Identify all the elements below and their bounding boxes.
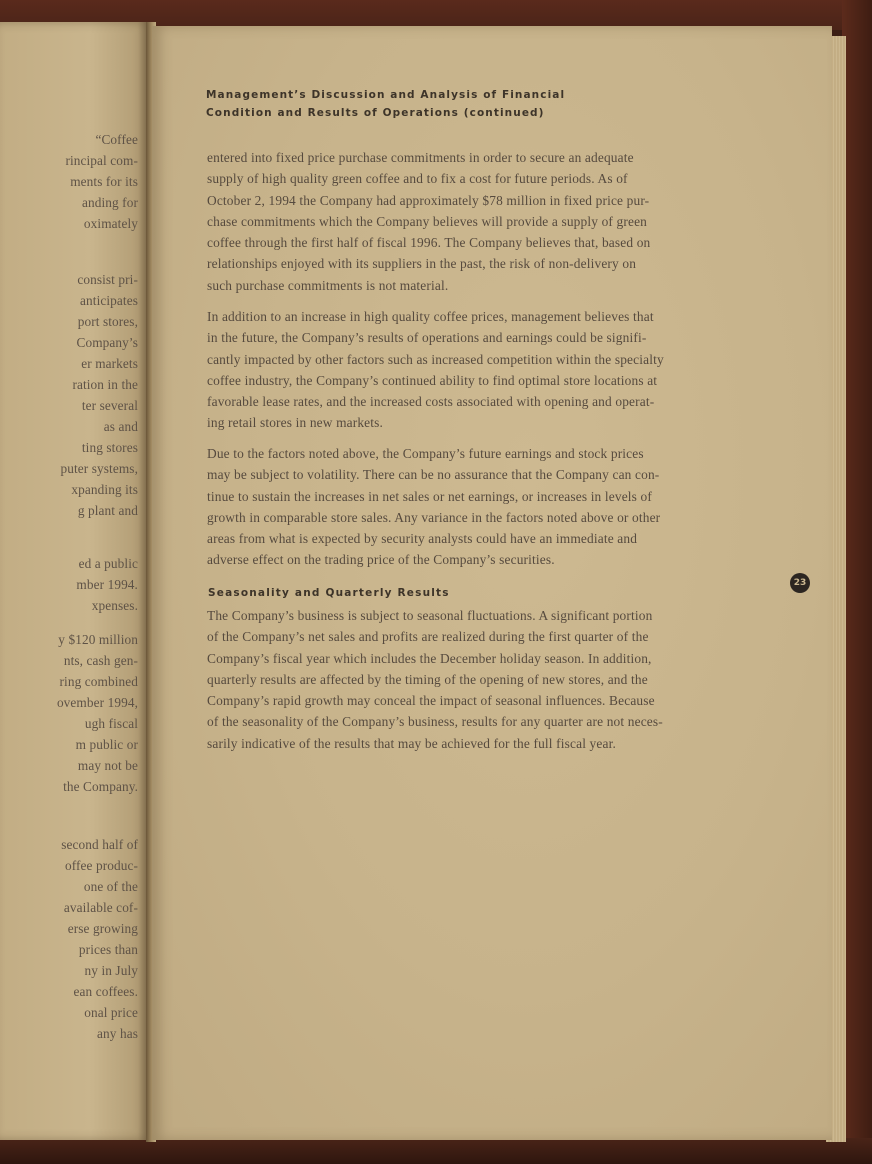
- left-page-text-fragment: m public or: [75, 737, 138, 752]
- left-page-text-fragment: the Company.: [63, 779, 138, 794]
- text-line: tinue to sustain the increases in net sales or net earnings, or increases in levels of: [207, 488, 652, 504]
- left-page-text-fragment: ments for its: [70, 174, 138, 189]
- left-page-text-fragment: offee produc-: [64, 858, 138, 873]
- text-line: chase commitments which the Company believes will provide a supply of green: [207, 213, 648, 229]
- section-heading-seasonality: Seasonality and Quarterly Results: [208, 587, 450, 599]
- text-line: of the seasonality of the Company’s business, results for any quarter are not neces-: [207, 714, 663, 730]
- left-page-text-fragment: puter systems,: [60, 461, 138, 476]
- left-page-text-fragment: as and: [103, 419, 138, 434]
- left-page-text-fragment: consist pri-: [77, 272, 138, 287]
- left-page-text-fragment: ring combined: [59, 674, 138, 689]
- text-line: entered into fixed price purchase commitments in order to secure an adequate: [207, 150, 634, 165]
- left-page-text-fragment: ny in July: [84, 963, 138, 978]
- text-line: Due to the factors noted above, the Company’s future earnings and stock prices: [207, 446, 644, 461]
- left-page-text-fragment: second half of: [61, 837, 138, 852]
- left-page-text-fragment: ean coffees.: [73, 984, 138, 999]
- text-line: October 2, 1994 the Company had approximately $78 million in fixed price pur-: [207, 192, 650, 208]
- left-page-text-fragment: anticipates: [80, 293, 138, 308]
- left-page-text-fragment: may not be: [77, 758, 138, 773]
- text-line: of the Company’s net sales and profits are realized during the first quarter of the: [207, 629, 649, 645]
- left-page-text-fragment: erse growing: [67, 921, 138, 936]
- left-page-text-fragment: any has: [97, 1026, 138, 1041]
- left-page-text-fragment: oximately: [83, 216, 138, 231]
- left-page-text-fragment: ration in the: [72, 377, 138, 392]
- header-line-2: Condition and Results of Operations (continued): [206, 107, 545, 119]
- left-page-text-fragment: onal price: [84, 1005, 138, 1020]
- background-bottom: [0, 1138, 872, 1164]
- text-line: supply of high quality green coffee and to fix a cost for future periods. As of: [207, 171, 628, 187]
- right-page: [152, 26, 832, 1140]
- left-page-text-fragment: prices than: [78, 942, 138, 957]
- text-line: ing retail stores in new markets.: [207, 415, 384, 431]
- left-page-text-fragment: port stores,: [77, 314, 138, 329]
- text-line: relationships enjoyed with its suppliers in the past, the risk of non-delivery on: [207, 256, 637, 272]
- left-page-text-fragment: mber 1994.: [76, 577, 138, 592]
- text-line: growth in comparable store sales. Any variance in the factors noted above or other: [207, 509, 661, 525]
- left-page-text-fragment: “Coffee: [95, 132, 138, 147]
- text-line: coffee through the first half of fiscal 1996. The Company believes that, based on: [207, 235, 651, 251]
- background-right: [842, 0, 872, 1164]
- left-page-text-fragment: rincipal com-: [65, 153, 138, 168]
- left-page-text-fragment: er markets: [81, 356, 138, 371]
- text-line: quarterly results are affected by the timing of the opening of new stores, and the: [207, 671, 648, 687]
- text-line: coffee industry, the Company’s continued ability to find optimal store locations at: [207, 372, 658, 388]
- left-page-text-fragment: ugh fiscal: [84, 716, 138, 731]
- text-line: The Company’s business is subject to seasonal fluctuations. A significant portion: [207, 608, 653, 623]
- left-page-text-fragment: xpenses.: [91, 598, 138, 613]
- paragraph-other-factors: [207, 306, 767, 434]
- left-page-text-fragment: one of the: [83, 879, 138, 894]
- paragraph-purchase-commitments: [207, 147, 767, 296]
- text-line: adverse effect on the trading price of the Company’s securities.: [207, 552, 555, 568]
- left-page: [0, 22, 150, 1140]
- left-page-text-fragment: Company’s: [76, 335, 138, 350]
- left-page-text-fragment: xpanding its: [71, 482, 138, 497]
- left-page-text-fragment: y $120 million: [58, 632, 138, 647]
- page-header: [206, 86, 565, 122]
- text-line: favorable lease rates, and the increased costs associated with opening and operat-: [207, 394, 655, 410]
- text-line: Company’s rapid growth may conceal the impact of seasonal influences. Because: [207, 693, 655, 709]
- text-line: cantly impacted by other factors such as increased competition within the specialty: [207, 351, 664, 367]
- left-page-text-fragment: ed a public: [78, 556, 138, 571]
- left-page-text-fragment: anding for: [81, 195, 138, 210]
- left-page-text-fragment: available cof-: [63, 900, 138, 915]
- left-page-text-fragment: nts, cash gen-: [63, 653, 138, 668]
- text-line: areas from what is expected by security analysts could have an immediate and: [207, 531, 638, 547]
- left-page-text-fragment: ting stores: [81, 440, 138, 455]
- text-line: In addition to an increase in high quality coffee prices, management believes that: [207, 309, 654, 324]
- text-line: in the future, the Company’s results of operations and earnings could be signifi-: [207, 330, 647, 346]
- left-page-text-fragment: g plant and: [77, 503, 138, 518]
- page-number-badge: 23: [790, 573, 810, 593]
- text-line: such purchase commitments is not material.: [207, 277, 449, 293]
- header-line-1: Management’s Discussion and Analysis of Financial: [206, 89, 566, 101]
- text-line: sarily indicative of the results that may be achieved for the full fiscal year.: [207, 735, 616, 751]
- paragraph-volatility: [207, 443, 767, 571]
- paragraph-seasonality: [207, 605, 767, 754]
- left-page-text-fragment: ter several: [81, 398, 138, 413]
- left-page-text-fragment: ovember 1994,: [56, 695, 138, 710]
- text-line: may be subject to volatility. There can be no assurance that the Company can con-: [207, 467, 660, 483]
- text-line: Company’s fiscal year which includes the December holiday season. In addition,: [207, 650, 652, 666]
